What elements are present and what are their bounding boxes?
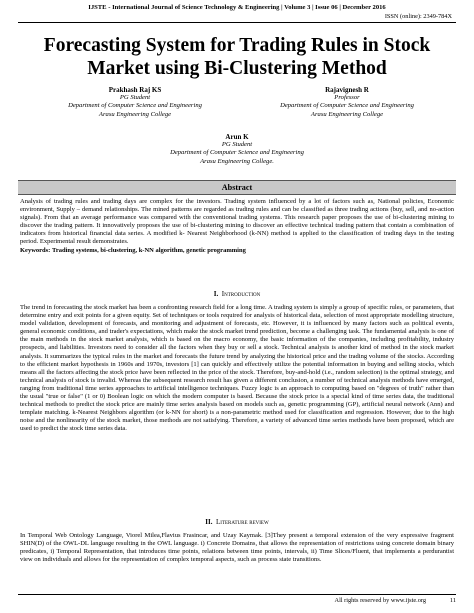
literature-review-body: In Temporal Web Ontology Language, Viorel Milea,Flavius Frasincar, and Uzay Kaymak. [3]They present a temporal extension of the very expressive fragment SHIN(D) of the OWL-DL language resulting in the OWL language. i) Concrete Domains, that allows the representation of restrictions using concrete domain binary predicates, i) Temporal Representation, that introduces time points, relations between time points, intervals, ii) Time Slices/Fluent, that implements a perdurantist view on individuals and allows for the representation of complex temporal aspects, such as process state transitions.: [20, 532, 454, 564]
author-block-2: [262, 86, 432, 119]
author-dept: Department of Computer Science and Engineering: [280, 102, 414, 110]
section-number: II.: [205, 518, 213, 526]
author-college: Arasu Engineering College.: [200, 157, 274, 165]
paper-title: Forecasting System for Trading Rules in Stock Market using Bi-Clustering Method: [43, 35, 431, 79]
author-role: PG Student: [119, 94, 151, 102]
author-name: Prakhash Raj KS: [108, 86, 162, 94]
author-name: Arun K: [225, 133, 249, 141]
author-dept: Department of Computer Science and Engineering: [170, 149, 304, 157]
author-college: Arasu Engineering College: [98, 110, 172, 118]
header-rule: [18, 22, 456, 23]
introduction-body: The trend in forecasting the stock market has been a confronting research field for a long time. A trading system is simply a group of specific rules, or parameters, that determine entry and exit points for a given equity. Set of techniques or tools required for analysis of historical data, selection of most appropriate modelling structure, model validation, development of forecasts, and monitoring and adjustment of forecasts, etc. However, it is influenced by many factors such as political events, general economic conditions, and trader's expectations, which make the stock market trend prediction, become a challenging task. The fundamental analysis is one of the main methods in the stock market analysis, which is based on the macro economy, the basic information of the companies, including profitability, industry prospects, and liabilities. Investors need to consider all the factors when they buy or sell a stock. Technical analysis is another kind of method in the stock market analysis. It summarizes the typical rules in the market and forecasts the future trend by analyzing the historical price and the trading volume of the stocks. According to the efficient market hypothesis in 1960s and 1970s, investors [1] can quickly and effectively utilize the potential information in buying and selling stocks, which means all the factors affecting the stock price have been reflected in the price of the stock. Therefore, buy-and-hold (i.e., random selection) is the optimal strategy, and technical analysis of stock is invalid. Whereas the subsequent research result has given a different conclusion, a number of technical analysis methods have emerged, ranging from traditional time series approaches to artificial intelligence techniques. Fuzzy logic is an approach to computing based on "degrees of truth" rather than the usual "true or false" (1 or 0) Boolean logic on which the modern computer is based. Because the stock price is a special kind of time series data, the traditional technical methods to predict the stock price are mainly time series analysis based on models such as, genetic programming (GP), artificial neural network (Ann) and template matching. k-Nearest Neighbors algorithm (or k-NN for short) is a non-parametric method used for classification and regression. However, due to the high noise and the nonlinearity of the stock market, those methods are not satisfying. Therefore, a variety of advanced time series methods have been proposed, which are used to predict the stock time series data.: [20, 304, 454, 433]
author-block-3: [152, 133, 322, 166]
journal-header: IJSTE - International Journal of Science Technology & Engineering | Volume 3 | Issue 06 | December 2016: [88, 4, 386, 11]
section-title: Introduction: [221, 290, 261, 298]
author-college: Arasu Engineering College: [310, 110, 384, 118]
abstract-heading: Abstract: [18, 180, 456, 195]
author-block-1: [50, 86, 220, 119]
author-name: Rajavignesh R: [325, 86, 369, 94]
abstract-body: [20, 198, 454, 255]
abstract-text: Analysis of trading rules and trading days are complex for the investors. Trading system influenced by a lot of factors such as, National policies, Economic environment, Supply – demand relationships. The mined patterns are regarded as trading rules and can be classified as three trading actions (buy, sell, and no-action signals). From that an average performance was compared with the conventional trading systems. This research paper proposes the use of bi-clustering mining to discover the trading pattern. It innovatively proposes the use of bi-clustering mining to discover an effective technical trading pattern that contain a combination of indicators from historical financial data series. A modified k- Nearest Neighborhood (k-NN) method is applied to the classification of trading days in the testing period. Experimental result demonstrates.: [20, 198, 454, 246]
keywords-label: Keywords:: [20, 246, 51, 254]
keywords-text: Trading systems, bi-clustering, k-NN algorithm, genetic programming: [51, 246, 246, 254]
author-role: PG Student: [221, 141, 253, 149]
page-number: 11: [449, 597, 456, 604]
issn-line: ISSN (online): 2349-784X: [384, 13, 452, 20]
section-heading-introduction: [20, 290, 454, 299]
section-number: I.: [213, 290, 219, 298]
section-title: Literature review: [216, 518, 269, 526]
author-role: Professor: [334, 94, 360, 102]
section-heading-literature-review: [20, 518, 454, 527]
footer-rights: All rights reserved by www.ijste.org: [334, 597, 426, 604]
author-dept: Department of Computer Science and Engineering: [68, 102, 202, 110]
footer-rule: [18, 594, 456, 595]
